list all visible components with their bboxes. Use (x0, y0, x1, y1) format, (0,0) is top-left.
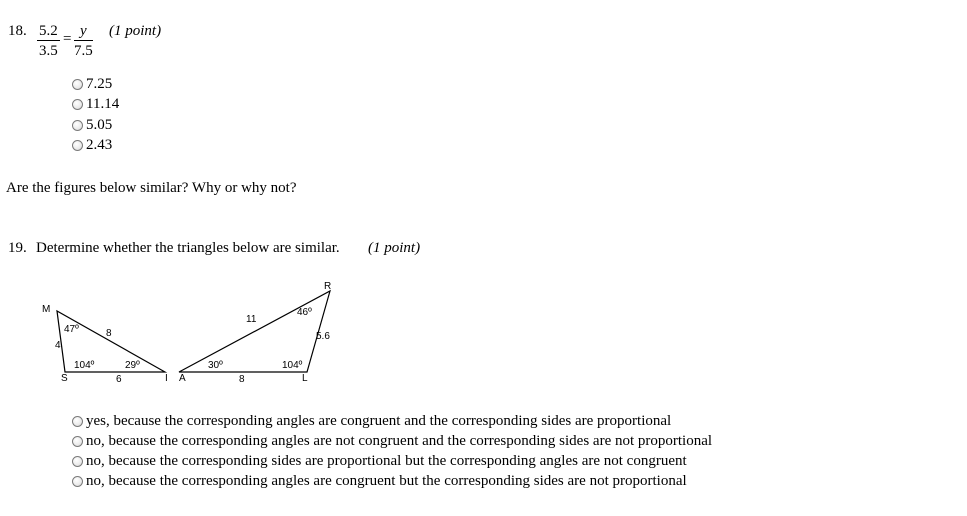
q19-option-1[interactable] (72, 412, 671, 430)
q19-option-1-label: yes, because the corresponding angles are congruent and the corresponding sides are proportional (86, 413, 672, 429)
vertex-a-label: A (179, 373, 186, 384)
angle-l-label: 104º (282, 360, 303, 371)
q19-option-3[interactable] (72, 452, 687, 470)
side-ms-label: 4 (55, 340, 61, 351)
triangle-alr (179, 291, 330, 372)
q18-option-3-label: 5.05 (86, 117, 113, 133)
q18-option-1-label: 7.25 (86, 76, 113, 92)
angle-m-label: 47º (64, 324, 79, 335)
q19-option-4[interactable] (72, 472, 687, 490)
q19-option-3-label: no, because the corresponding sides are proportional but the corresponding angles are not congruent (86, 453, 687, 469)
equals-sign: = (63, 31, 72, 47)
fraction-left-denominator: 3.5 (39, 43, 58, 59)
vertex-m-label: M (42, 304, 51, 315)
fraction-left-numerator: 5.2 (39, 23, 58, 39)
angle-r-label: 46º (297, 307, 312, 318)
side-al-label: 8 (239, 374, 245, 385)
fraction-right-numerator: y (74, 22, 93, 41)
vertex-l-label: L (302, 373, 308, 384)
radio-button[interactable] (72, 456, 83, 467)
angle-s-label: 104º (74, 360, 95, 371)
side-rl-label: 5.6 (316, 331, 330, 342)
question-18-points: (1 point) (109, 23, 162, 39)
q19-option-4-label: no, because the corresponding angles are congruent but the corresponding sides are not proportional (86, 473, 687, 489)
fraction-right-denominator: 7.5 (74, 43, 93, 59)
vertex-r-label: R (324, 281, 332, 292)
vertex-i-label: I (165, 373, 168, 384)
vertex-s-label: S (61, 373, 68, 384)
question-19-text: Determine whether the triangles below are similar. (36, 240, 340, 256)
question-18-number: 18. (8, 23, 27, 39)
angle-a-label: 30º (208, 360, 223, 371)
radio-button[interactable] (72, 416, 83, 427)
q19-option-2[interactable] (72, 432, 712, 450)
question-19-number: 19. (8, 240, 27, 256)
q19-option-2-label: no, because the corresponding angles are not congruent and the corresponding sides are not proportional (86, 433, 713, 449)
side-mi-label: 8 (106, 328, 112, 339)
question-19-points: (1 point) (368, 240, 421, 256)
radio-button[interactable] (72, 476, 83, 487)
radio-button[interactable] (72, 436, 83, 447)
similarity-prompt: Are the figures below similar? Why or why not? (6, 180, 297, 196)
q18-option-4-label: 2.43 (86, 137, 113, 153)
q18-option-2-label: 11.14 (86, 96, 120, 112)
side-ar-label: 11 (246, 314, 257, 325)
side-si-label: 6 (116, 374, 122, 385)
angle-i-label: 29º (125, 360, 140, 371)
